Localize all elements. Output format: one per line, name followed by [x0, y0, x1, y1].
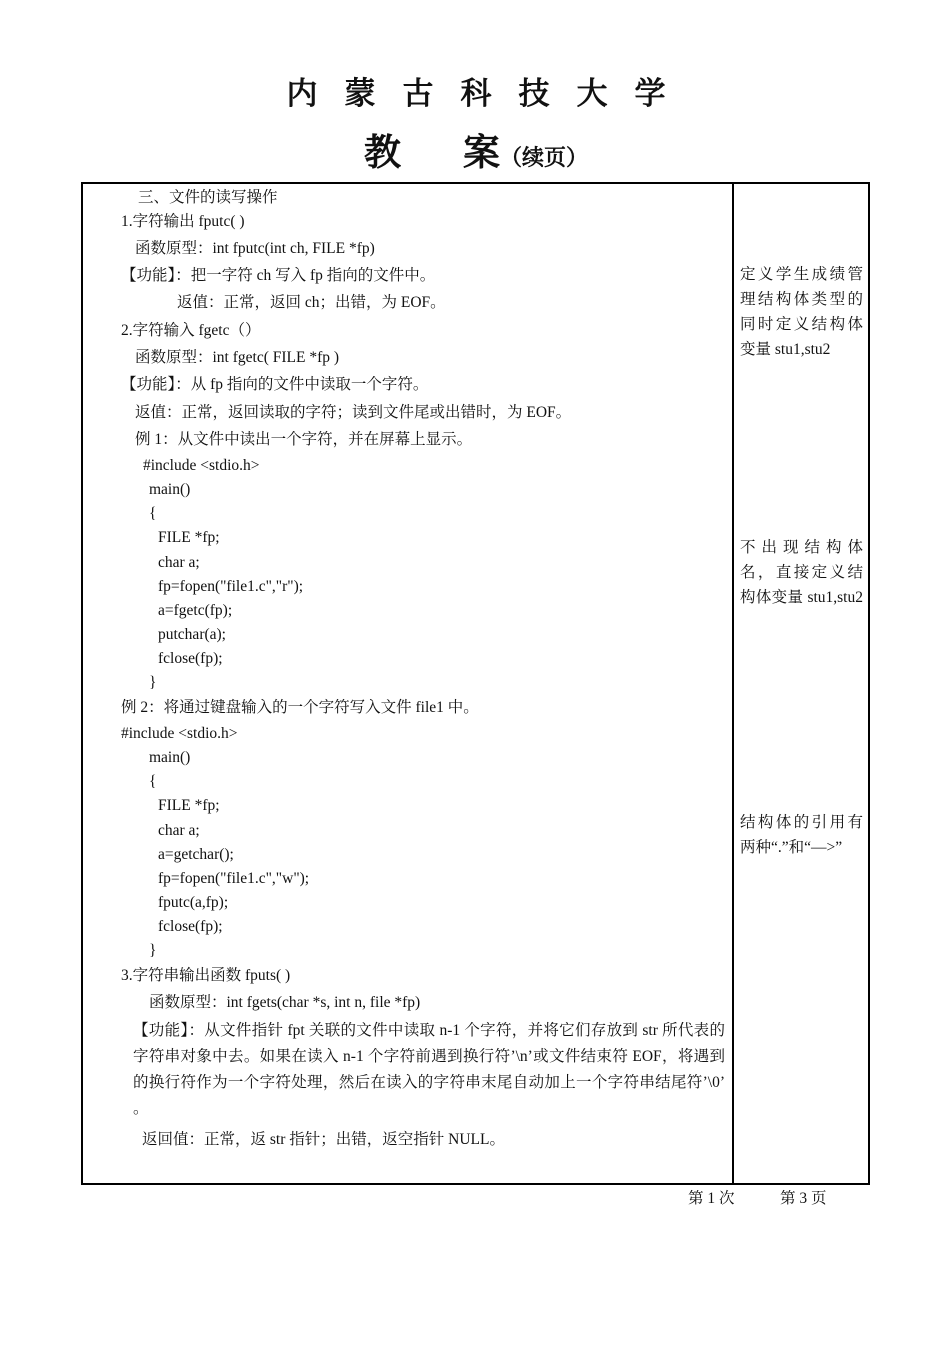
example1-title: 例 1：从文件中读出一个字符，并在屏幕上显示。 — [135, 431, 473, 448]
code-line: char a; — [158, 554, 200, 571]
fputs-prototype: 函数原型：int fgets(char *s, int n, file *fp) — [149, 994, 421, 1011]
code-line: fclose(fp); — [158, 650, 223, 667]
section-title: 三、文件的读写操作 — [138, 189, 278, 206]
code-line: a=getchar(); — [158, 846, 234, 863]
code-line: FILE *fp; — [158, 797, 220, 814]
fgetc-return: 返值：正常，返回读取的字符；读到文件尾或出错时，为 EOF。 — [135, 404, 572, 421]
code-line: fp=fopen("file1.c","w"); — [158, 870, 310, 887]
column-divider — [732, 184, 734, 1183]
code-line: a=fgetc(fp); — [158, 602, 233, 619]
fgetc-prototype: 函数原型：int fgetc( FILE *fp ) — [135, 349, 340, 366]
fputc-function: 【功能】：把一字符 ch 写入 fp 指向的文件中。 — [121, 267, 436, 284]
margin-note: 结构体的引用有两种“.”和“—>” — [740, 814, 863, 856]
fgetc-heading: 2.字符输入 fgetc（） — [121, 322, 261, 339]
doc-title-char-1: 教 — [363, 131, 401, 174]
code-line: putchar(a); — [158, 626, 226, 643]
continuation-label: （续页） — [499, 146, 588, 171]
code-line: fp=fopen("file1.c","r"); — [158, 578, 304, 595]
code-line: { — [149, 773, 157, 790]
margin-note: 定义学生成绩管理结构体类型的同时定义结构体变量 stu1,stu2 — [740, 266, 863, 358]
session-number: 第 1 次 — [688, 1190, 735, 1207]
code-line: char a; — [158, 822, 200, 839]
fputc-return: 返值：正常，返回 ch；出错，为 EOF。 — [177, 294, 446, 311]
fputs-function: 【功能】：从文件指针 fpt 关联的文件中读取 n-1 个字符，并将它们存放到 str 所代表的字符串对象中去。如果在读入 n-1 个字符前遇到换行符’\n’或文件结束符 EOF，将遇到的换行符作为一个字符处理，然后在读入的字符串末尾自动加上一个字符串结尾符’\0’ 。 — [133, 1022, 725, 1117]
university-title: 内蒙古科技大学 — [286, 76, 693, 112]
code-line: FILE *fp; — [158, 529, 220, 546]
code-line: { — [149, 505, 157, 522]
fputc-heading: 1.字符输出 fputc( ) — [121, 213, 245, 230]
page-number: 第 3 页 — [780, 1190, 827, 1207]
fputs-return: 返回值：正常，返 str 指针；出错，返空指针 NULL。 — [142, 1131, 505, 1148]
document-title — [0, 128, 952, 185]
fputs-heading: 3.字符串输出函数 fputs( ) — [121, 967, 291, 984]
main-content-cell — [83, 184, 732, 1183]
code-line: } — [149, 674, 157, 691]
doc-title-char-2: 案 — [462, 131, 500, 174]
margin-note: 不出现结构体名，直接定义结构体变量 stu1,stu2 — [740, 539, 863, 606]
code-line: #include <stdio.h> — [143, 457, 260, 474]
code-line: #include <stdio.h> — [121, 725, 238, 742]
lesson-plan-table — [81, 182, 870, 1185]
code-line: } — [149, 942, 157, 959]
code-line: main() — [149, 481, 191, 498]
code-line: fclose(fp); — [158, 918, 223, 935]
code-line: main() — [149, 749, 191, 766]
code-line: fputc(a,fp); — [158, 894, 229, 911]
fgetc-function: 【功能】：从 fp 指向的文件中读取一个字符。 — [121, 376, 429, 393]
example2-title: 例 2：将通过键盘输入的一个字符写入文件 file1 中。 — [121, 699, 479, 716]
fputc-prototype: 函数原型：int fputc(int ch, FILE *fp) — [135, 240, 375, 257]
